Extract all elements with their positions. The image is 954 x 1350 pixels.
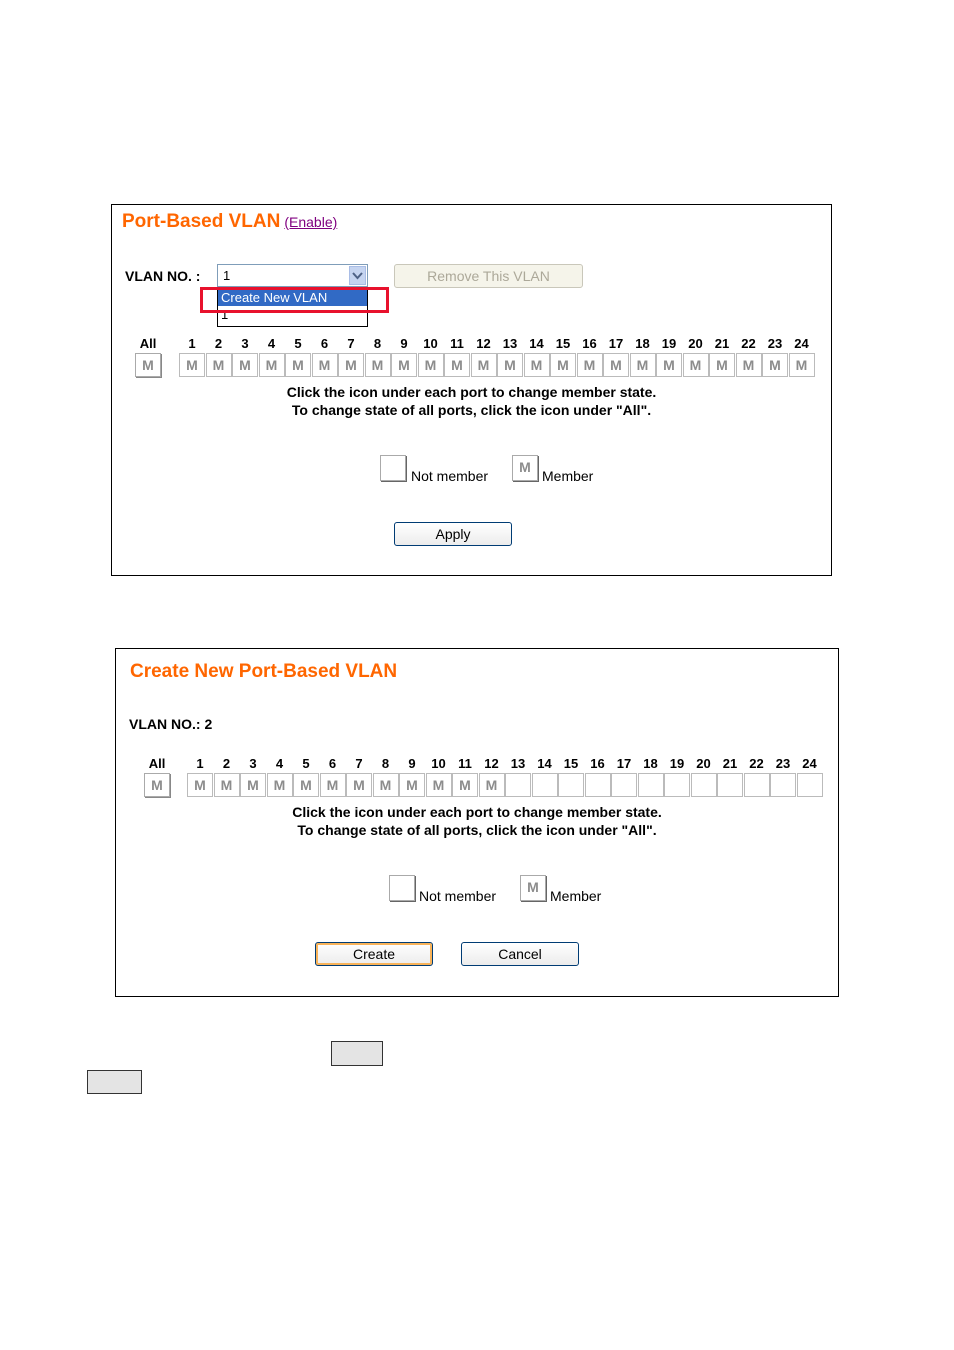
port-cell[interactable]: M bbox=[312, 353, 338, 377]
port-header: 23 bbox=[775, 756, 791, 771]
port-cell[interactable]: M bbox=[418, 353, 444, 377]
port-cell[interactable]: M bbox=[179, 353, 205, 377]
create-new-vlan-panel bbox=[115, 648, 839, 997]
legend-not-member-icon bbox=[389, 875, 415, 901]
instruction-line-1: Click the icon under each port to change member state. bbox=[292, 804, 662, 820]
legend-member-icon: M bbox=[512, 455, 538, 481]
port-header: 21 bbox=[722, 756, 738, 771]
port-header: 9 bbox=[400, 336, 408, 351]
port-header: 3 bbox=[249, 756, 257, 771]
port-header: 10 bbox=[431, 756, 446, 771]
port-cell[interactable]: M bbox=[206, 353, 232, 377]
port-cell[interactable]: M bbox=[683, 353, 709, 377]
port-header: 22 bbox=[741, 336, 756, 351]
port-cell[interactable]: M bbox=[426, 773, 452, 797]
port-cell[interactable]: M bbox=[187, 773, 213, 797]
apply-button[interactable]: Apply bbox=[394, 522, 512, 546]
port-header: 5 bbox=[294, 336, 302, 351]
port-header: 18 bbox=[643, 756, 658, 771]
instruction-line-2: To change state of all ports, click the icon under "All". bbox=[297, 822, 657, 838]
port-header: 14 bbox=[537, 756, 552, 771]
legend-member-label: Member bbox=[542, 468, 594, 484]
enable-link[interactable]: (Enable) bbox=[284, 214, 338, 230]
port-header: 15 bbox=[563, 756, 579, 771]
panel-title bbox=[122, 211, 337, 233]
port-header: 8 bbox=[381, 756, 390, 771]
port-header: 6 bbox=[320, 336, 329, 351]
port-cell[interactable] bbox=[770, 773, 796, 797]
port-cell[interactable]: M bbox=[630, 353, 656, 377]
dropdown-option-vlan-1[interactable]: 1 bbox=[221, 307, 229, 322]
port-cell[interactable]: M bbox=[259, 353, 285, 377]
port-header: 23 bbox=[767, 336, 783, 351]
port-header: 11 bbox=[458, 756, 472, 771]
port-cell[interactable]: M bbox=[399, 773, 425, 797]
legend-member-label: Member bbox=[550, 888, 602, 904]
port-cell[interactable]: M bbox=[444, 353, 470, 377]
port-cell[interactable] bbox=[505, 773, 531, 797]
port-header: 16 bbox=[590, 756, 605, 771]
port-header: 20 bbox=[696, 756, 711, 771]
port-header-all: All bbox=[139, 336, 157, 351]
create-button[interactable]: Create bbox=[315, 942, 433, 966]
port-header: 2 bbox=[222, 756, 231, 771]
panel-title: Create New Port-Based VLAN bbox=[130, 661, 398, 682]
port-cell[interactable] bbox=[585, 773, 611, 797]
port-header: 24 bbox=[802, 756, 817, 771]
dropdown-option-create-new-vlan[interactable]: Create New VLAN bbox=[218, 289, 367, 306]
instruction-text bbox=[112, 383, 831, 419]
port-header: 1 bbox=[196, 756, 204, 771]
port-cell[interactable]: M bbox=[497, 353, 523, 377]
panel-title-text: Port-Based VLAN bbox=[122, 211, 281, 232]
vlan-no-label: VLAN NO.: 2 bbox=[129, 716, 213, 732]
port-header: 12 bbox=[484, 756, 499, 771]
port-header: 16 bbox=[582, 336, 597, 351]
port-header: 6 bbox=[328, 756, 337, 771]
port-member-grid bbox=[116, 756, 838, 806]
cancel-button[interactable]: Cancel bbox=[461, 942, 579, 966]
port-header: 7 bbox=[355, 756, 363, 771]
legend-member-icon: M bbox=[520, 875, 546, 901]
port-header: 20 bbox=[688, 336, 703, 351]
port-cell-all[interactable]: M bbox=[135, 353, 161, 377]
port-cell[interactable]: M bbox=[471, 353, 497, 377]
port-cell-all[interactable]: M bbox=[144, 773, 170, 797]
port-header: 4 bbox=[267, 336, 276, 351]
remove-vlan-button[interactable]: Remove This VLAN bbox=[394, 264, 583, 288]
port-cell[interactable] bbox=[744, 773, 770, 797]
port-cell[interactable]: M bbox=[232, 353, 258, 377]
inline-button-glyph-2 bbox=[87, 1070, 142, 1094]
port-header: 3 bbox=[241, 336, 249, 351]
legend-not-member-icon bbox=[380, 455, 406, 481]
port-cell[interactable]: M bbox=[365, 353, 391, 377]
port-cell[interactable]: M bbox=[293, 773, 319, 797]
port-cell[interactable] bbox=[691, 773, 717, 797]
port-cell[interactable]: M bbox=[709, 353, 735, 377]
port-cell[interactable]: M bbox=[391, 353, 417, 377]
port-cell[interactable]: M bbox=[240, 773, 266, 797]
port-header: 15 bbox=[555, 336, 571, 351]
port-cell[interactable]: M bbox=[285, 353, 311, 377]
port-header: 11 bbox=[450, 336, 464, 351]
port-header: 5 bbox=[302, 756, 310, 771]
port-header: 8 bbox=[373, 336, 382, 351]
legend-not-member-label: Not member bbox=[419, 888, 497, 904]
port-header: 13 bbox=[510, 756, 526, 771]
port-cell[interactable]: M bbox=[736, 353, 762, 377]
vlan-select[interactable] bbox=[217, 264, 368, 287]
highlight-box bbox=[200, 287, 389, 313]
port-header: 10 bbox=[423, 336, 438, 351]
instruction-text bbox=[116, 803, 838, 839]
port-header: 17 bbox=[616, 756, 632, 771]
port-cell[interactable]: M bbox=[577, 353, 603, 377]
port-header: 18 bbox=[635, 336, 650, 351]
port-cell[interactable]: M bbox=[550, 353, 576, 377]
port-header: 24 bbox=[794, 336, 809, 351]
port-cell[interactable] bbox=[664, 773, 690, 797]
vlan-select-value: 1 bbox=[223, 268, 231, 283]
port-header: 14 bbox=[529, 336, 544, 351]
port-cell[interactable]: M bbox=[267, 773, 293, 797]
port-cell[interactable] bbox=[532, 773, 558, 797]
port-cell[interactable]: M bbox=[479, 773, 505, 797]
port-cell[interactable]: M bbox=[656, 353, 682, 377]
port-cell[interactable]: M bbox=[373, 773, 399, 797]
port-header: 4 bbox=[275, 756, 284, 771]
inline-button-glyph-1 bbox=[331, 1041, 383, 1066]
port-header: 21 bbox=[714, 336, 730, 351]
port-cell[interactable]: M bbox=[338, 353, 364, 377]
port-header: 12 bbox=[476, 336, 491, 351]
port-cell[interactable]: M bbox=[524, 353, 550, 377]
port-header: 1 bbox=[188, 336, 196, 351]
port-cell[interactable]: M bbox=[214, 773, 240, 797]
port-header: 9 bbox=[408, 756, 416, 771]
port-based-vlan-panel bbox=[111, 204, 832, 576]
port-header-all: All bbox=[148, 756, 166, 771]
port-cell[interactable] bbox=[717, 773, 743, 797]
instruction-line-1: Click the icon under each port to change member state. bbox=[286, 384, 657, 400]
port-cell[interactable]: M bbox=[452, 773, 478, 797]
chevron-down-icon[interactable] bbox=[349, 266, 366, 285]
port-cell[interactable]: M bbox=[603, 353, 629, 377]
instruction-line-2: To change state of all ports, click the icon under "All". bbox=[291, 402, 652, 418]
port-cell[interactable] bbox=[611, 773, 637, 797]
vlan-no-label: VLAN NO. : bbox=[125, 268, 201, 284]
port-header: 7 bbox=[347, 336, 355, 351]
legend-not-member-label: Not member bbox=[411, 468, 489, 484]
port-header: 2 bbox=[214, 336, 223, 351]
port-cell[interactable] bbox=[797, 773, 823, 797]
port-header: 19 bbox=[661, 336, 677, 351]
port-header: 17 bbox=[608, 336, 624, 351]
port-header: 13 bbox=[502, 336, 518, 351]
port-cell[interactable] bbox=[558, 773, 584, 797]
port-cell[interactable] bbox=[638, 773, 664, 797]
port-header: 22 bbox=[749, 756, 764, 771]
port-cell[interactable]: M bbox=[346, 773, 372, 797]
port-member-grid bbox=[112, 336, 831, 386]
port-cell[interactable]: M bbox=[762, 353, 788, 377]
port-header: 19 bbox=[669, 756, 685, 771]
port-cell[interactable]: M bbox=[320, 773, 346, 797]
port-cell[interactable]: M bbox=[789, 353, 815, 377]
